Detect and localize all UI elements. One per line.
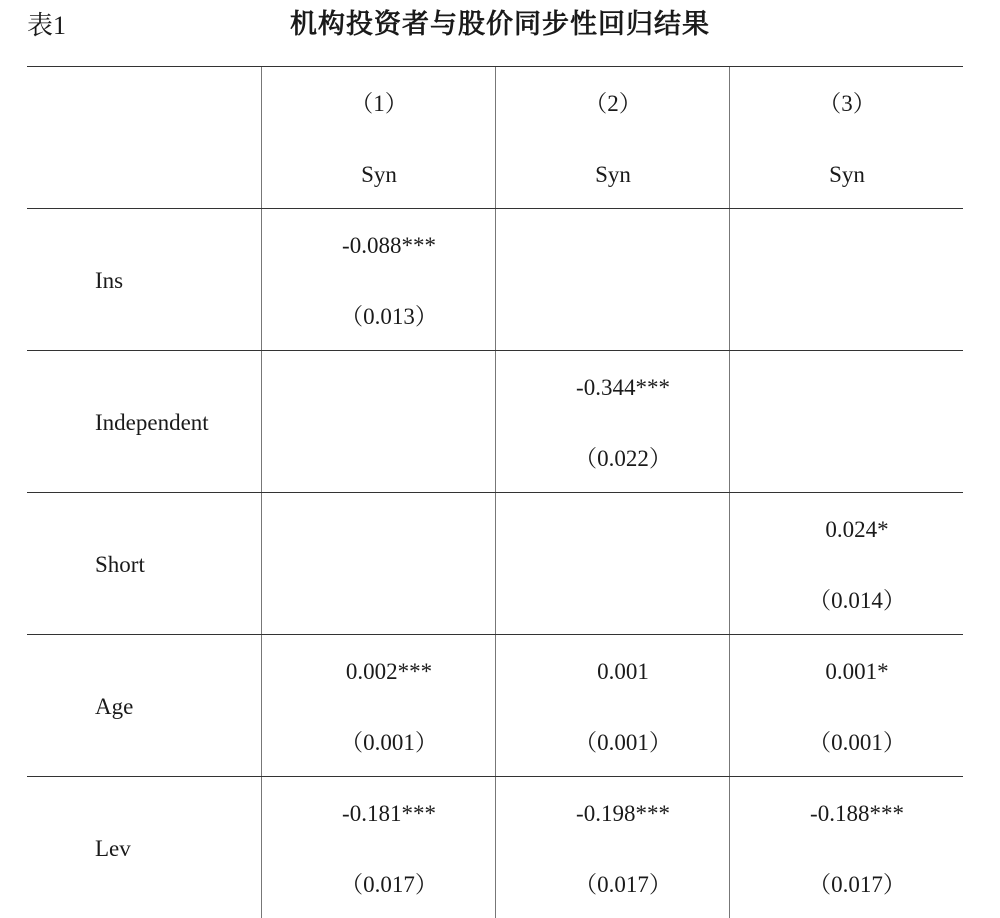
column-dependent-variable: Syn [829, 162, 865, 187]
column-dependent-variable: Syn [361, 162, 397, 187]
table-row-lev [27, 777, 963, 918]
data-cell [261, 635, 496, 776]
data-cell [261, 777, 496, 918]
standard-error: （0.001） [340, 730, 438, 755]
header-cell-col3 [729, 67, 964, 208]
data-cell [495, 777, 730, 918]
variable-name: Independent [95, 410, 209, 435]
variable-name: Ins [95, 268, 124, 293]
standard-error: （0.014） [808, 588, 906, 613]
standard-error: （0.001） [808, 730, 906, 755]
data-cell [261, 493, 496, 634]
regression-table [27, 66, 963, 918]
standard-error: （0.001） [574, 730, 672, 755]
data-cell [495, 493, 730, 634]
coefficient: 0.024* [825, 517, 889, 542]
coefficient: 0.001 [597, 659, 649, 684]
row-label-cell [27, 493, 261, 634]
coefficient: -0.198*** [576, 801, 670, 826]
data-cell [729, 635, 964, 776]
data-cell [729, 777, 964, 918]
row-label-cell [27, 351, 261, 492]
header-empty-cell [27, 67, 261, 208]
column-dependent-variable: Syn [595, 162, 631, 187]
coefficient: -0.188*** [810, 801, 904, 826]
table-row-ins [27, 209, 963, 351]
standard-error: （0.022） [574, 446, 672, 471]
table-title: 机构投资者与股价同步性回归结果 [290, 9, 710, 40]
header-cell-col1 [261, 67, 496, 208]
data-cell [261, 351, 496, 492]
data-cell [495, 635, 730, 776]
data-cell [729, 493, 964, 634]
data-cell [729, 209, 964, 350]
header-cell-col2 [495, 67, 730, 208]
standard-error: （0.017） [340, 872, 438, 897]
data-cell [261, 209, 496, 350]
table-label: 表1 [27, 11, 67, 40]
variable-name: Age [95, 694, 134, 719]
row-label-cell [27, 209, 261, 350]
standard-error: （0.017） [574, 872, 672, 897]
table-header-row [27, 67, 963, 209]
coefficient: 0.001* [825, 659, 889, 684]
table-row-short [27, 493, 963, 635]
column-number: （3） [818, 91, 876, 116]
standard-error: （0.013） [340, 304, 438, 329]
standard-error: （0.017） [808, 872, 906, 897]
variable-name: Lev [95, 836, 131, 861]
table-row-age [27, 635, 963, 777]
column-number: （2） [584, 91, 642, 116]
table-row-independent [27, 351, 963, 493]
coefficient: 0.002*** [345, 659, 433, 684]
column-number: （1） [350, 91, 408, 116]
data-cell [495, 351, 730, 492]
row-label-cell [27, 635, 261, 776]
coefficient: -0.181*** [342, 801, 436, 826]
row-label-cell [27, 777, 261, 918]
variable-name: Short [95, 552, 145, 577]
coefficient: -0.088*** [342, 233, 436, 258]
data-cell [495, 209, 730, 350]
data-cell [729, 351, 964, 492]
coefficient: -0.344*** [576, 375, 670, 400]
